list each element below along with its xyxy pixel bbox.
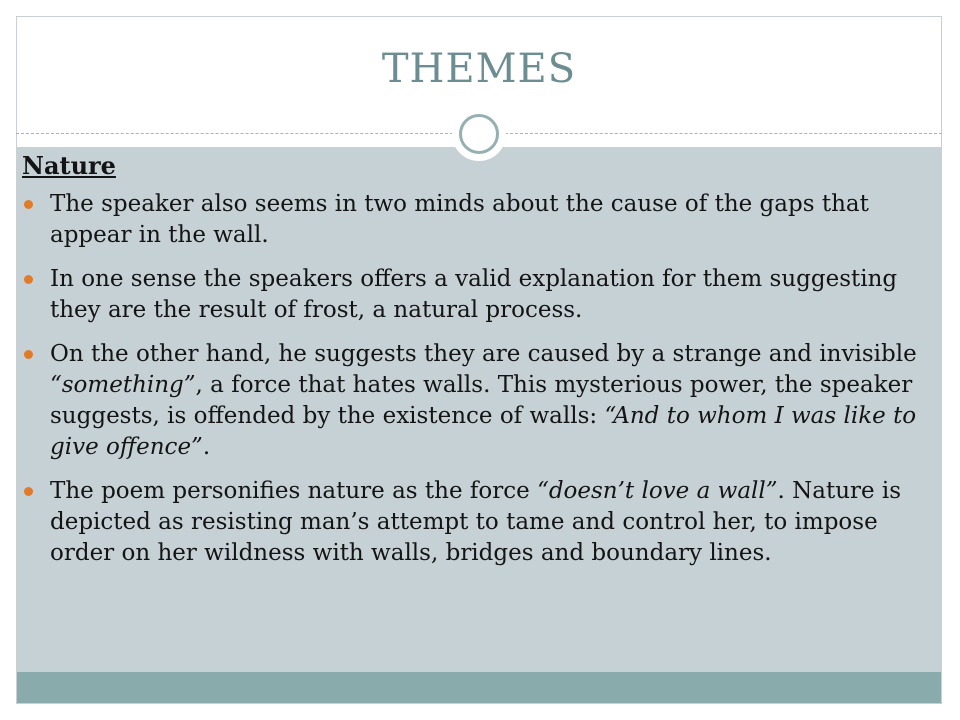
bullet-item: [22, 339, 922, 463]
ornament-ring: [459, 114, 499, 154]
bullet-item: [22, 476, 922, 569]
bullet-text: The speaker also seems in two minds about the cause of the gaps that appear in the wall.: [50, 191, 869, 248]
slide-body: [22, 151, 922, 582]
bullet-text: , a force that hates walls. This mysterious power, the speaker suggests, is offended by the existence of walls:: [50, 372, 913, 429]
bullet-item: [22, 264, 922, 326]
bullet-text: In one sense the speakers offers a valid explanation for them suggesting they are the result of frost, a natural process.: [50, 266, 898, 323]
orange-dot-icon: [24, 200, 33, 209]
slide-title: THEMES: [381, 46, 577, 92]
bullet-list: [22, 189, 922, 569]
quote-something: “something”: [50, 372, 196, 398]
orange-dot-icon: [24, 487, 33, 496]
bullet-text: The poem personifies nature as the force: [50, 478, 538, 504]
bullet-text: On the other hand, he suggests they are caused by a strange and invisible: [50, 341, 917, 367]
quote-give-offence: “And to whom I was like to give offence”: [50, 403, 917, 460]
orange-dot-icon: [24, 275, 33, 284]
bullet-item: [22, 189, 922, 251]
orange-dot-icon: [24, 350, 33, 359]
bullet-text: . Nature is depicted as resisting man’s attempt to tame and control her, to impose order on her wildness with walls, bridges and boundary lines.: [50, 478, 902, 566]
quote-love-a-wall: “doesn’t love a wall”: [537, 478, 778, 504]
bullet-text: .: [202, 434, 211, 460]
section-heading: Nature: [22, 151, 116, 180]
